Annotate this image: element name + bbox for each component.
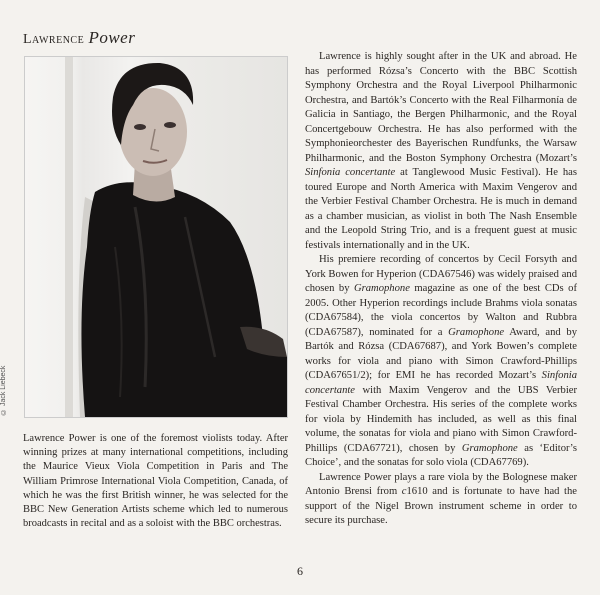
page-title — [23, 28, 135, 50]
portrait-photo — [24, 56, 288, 418]
intro-paragraph: Lawrence Power is one of the foremost violists today. After winning prizes at many international competitions, including the Maurice Vieux Viola Competition in Paris and The William Primrose International Viola Competition, Canada, of which he was the first British winner, he was selected for the BBC New Generation Artists scheme which led to numerous broadcasts in recital and as a soloist with the BBC orchestras. — [23, 433, 288, 530]
title-first-name: Lawrence — [23, 32, 85, 47]
biography-paragraph-2: His premiere recording of concertos by Cecil Forsyth and York Bowen for Hyperion (CDA67546) was widely praised and chosen by Gramophone magazine as one of the best CDs of 2005. Other Hyperion recordings include Brahms viola sonatas (CDA67584), the viola concertos by Walton and Rubbra (CDA67587), nominated for a Gramophone Award, and by Bartók and Rózsa (CDA67687), and York Bowen’s complete works for viola and piano with Simon Crawford-Phillips (CDA67651/2); for EMI he has recorded Mozart’s Sinfonia concertante with Maxim Vengerov and the UBS Verbier Festival Chamber Orchestra. His series of the complete works for viola by Hindemith has included, as well as this final volume, the sonatas for viola and piano with Simon Crawford-Phillips (CDA67721), chosen by Gramophone as ‘Editor’s Choice’, and the sonatas for solo viola (CDA67769). — [305, 254, 577, 468]
biography-paragraph-1: Lawrence is highly sought after in the UK and abroad. He has performed Rózsa’s Concerto with the BBC Scottish Symphony Orchestra and the Royal Liverpool Philharmonic Orchestra, and Bartók’s Concerto with the Real Filharmonía de Galicia in Santiago, the Bergen Philharmonic, and the Royal Concertgebouw Orchestra. He has also performed with the Symphonieorchester des Bayerischen Rundfunks, the Warsaw Philharmonic, and the Boston Symphony Orchestra (Mozart’s Sinfonia concertante at Tanglewood Music Festival). He has toured Europe and North America with Maxim Vengerov and the Verbier Festival Chamber Orchestra. He is much in demand as a chamber musician, as violist in both The Nash Ensemble and the Leopold String Trio, and is a frequent guest at music festivals internationally and in the UK. — [305, 51, 577, 251]
photo-credit: © Jack Liebeck — [0, 365, 7, 415]
portrait-illustration — [25, 57, 287, 417]
intro-column — [23, 432, 288, 531]
biography-paragraph-3: Lawrence Power plays a rare viola by the Bolognese maker Antonio Brensi from c1610 and is fortunate to have had the support of the Nigel Brown instrument scheme in order to secure its purchase. — [305, 471, 577, 526]
biography-column — [305, 50, 577, 529]
title-last-name: Power — [88, 28, 136, 47]
page-number: 6 — [297, 564, 303, 578]
